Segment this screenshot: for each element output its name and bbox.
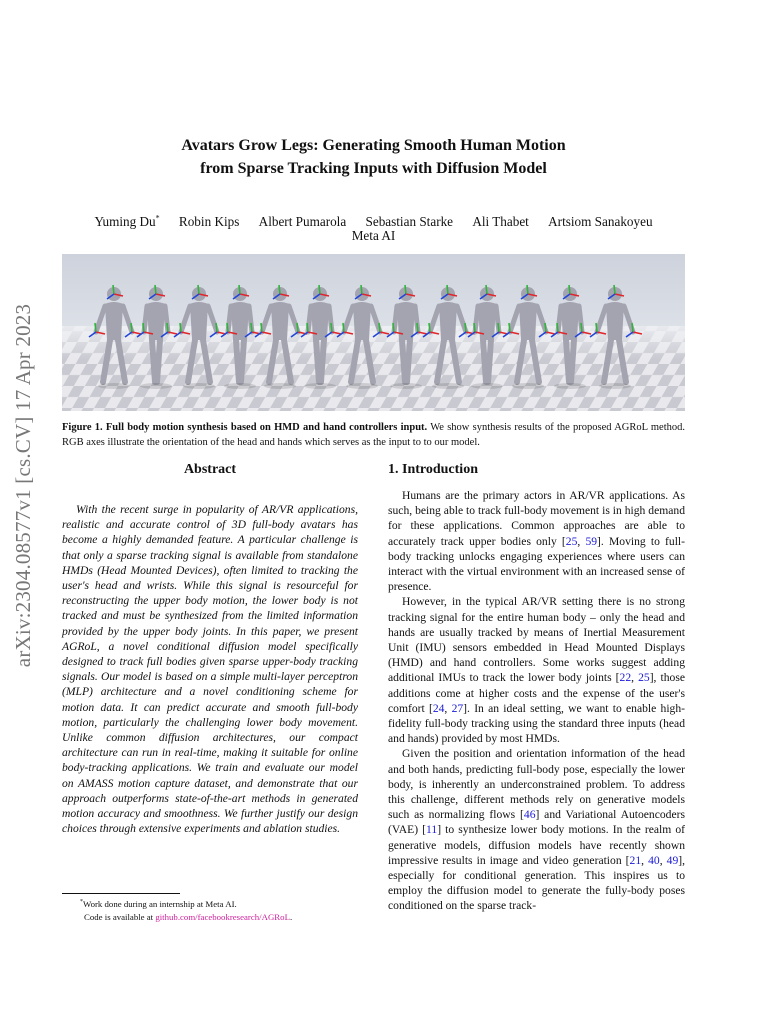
avatar-left-arm [558,306,561,332]
footnote-line-1: *Work done during an internship at Meta AI. [80,898,237,909]
citation-link[interactable]: 27 [451,701,464,715]
axis-y-mark [180,323,181,332]
citation-link[interactable]: 25 [638,671,650,685]
axis-y-mark [143,323,144,332]
author: Yuming Du* [94,214,160,230]
avatar-left-arm [394,306,397,332]
footnote-mark: * [80,899,83,905]
figure-caption [62,420,685,450]
avatar-shadow [98,383,130,389]
axis-y-mark [131,323,132,332]
intro-paragraph-3: Given the position and orientation information of the head and both hands, predicting full-body pose, especially the lower body, is inherently an underconstrained problem. To address this challenge, different methods rely on generative models such as normalizing flows [46] and Variational Autoencoders (VAE) [11] to synthesize lower body motions. In the realm of generative models, diffusion models have recently shown impressive results in image and video generation [21, 40, 49], especially for conditional generation. This inspires us to employ the diffusion model to generate the fully-body poses conditioned on the sparse track- [388,747,686,913]
axis-y-mark [331,323,332,332]
avatar-torso [478,302,496,340]
paper-title [62,134,685,180]
footnote-line-2: Code is available at github.com/facebookresearch/AGRoL. [84,911,293,922]
citation-link[interactable]: 21 [629,853,642,867]
axis-y-mark [155,285,156,294]
title-line-2: from Sparse Tracking Inputs with Diffusion Model [200,160,547,177]
axis-y-mark [465,323,466,332]
abstract-text: With the recent surge in popularity of AR/VR applications, realistic and accurate control of 3D full-body avatars has become a highly demanded feature. A particular challenge is that only a sparse tracking signal is available from standalone HMDs (Head Mounted Devices), often limited to tracking the user's head and wrists. While this signal is resourceful for reconstructing the upper body motion, the lower body is not tracked and must be synthesized from the limited information provided by the upper body joints. In this paper, we present AGRoL, a novel conditional diffusion model specifically designed to track full bodies given sparse upper-body tracking signals. Our model is based on a simple multi-layer perceptron (MLP) architecture and a novel conditioning scheme for motion data. It can predict accurate and smooth full-body motion, particularly the challenging lower body movement. Unlike common diffusion architectures, our compact architecture can run in real-time, making it suitable for online body-tracking applications. We train and evaluate our model on AMASS motion capture dataset, and demonstrate that our approach outperforms state-of-the-art methods in generated motion accuracy and smoothness. We further justify our design choices through extensive experiments and ablation studies. [62,503,358,836]
avatar-left-arm [144,306,147,332]
motion-sequence-image [62,254,685,411]
axis-y-mark [486,285,487,294]
avatar-torso [397,302,415,340]
avatar-shadow [471,383,503,389]
axis-y-mark [216,323,217,332]
citation-link[interactable]: 25 [565,534,578,548]
author: Ali Thabet [472,214,529,230]
avatar-shadow [432,383,464,389]
avatar-right-leg [488,340,491,382]
avatar-torso [231,302,249,340]
axis-y-mark [198,285,199,294]
avatar-shadow [512,383,544,389]
avatar-right-leg [157,340,160,382]
axis-y-mark [319,285,320,294]
author: Artsiom Sanakoyeu [548,214,653,230]
citation-link[interactable]: 11 [426,823,438,837]
axis-y-mark [557,323,558,332]
avatar-torso [606,302,624,340]
avatar-left-arm [475,306,478,332]
avatar-torso [561,302,579,340]
axis-y-mark [113,285,114,294]
avatar-torso [147,302,165,340]
code-link[interactable]: github.com/facebookresearch/AGRoL [155,911,290,922]
avatar-right-leg [241,340,244,382]
author: Robin Kips [178,214,240,230]
avatar-shadow [390,383,422,389]
avatar-right-leg [321,340,324,382]
footnote [62,896,358,924]
axis-y-mark [405,285,406,294]
intro-paragraph-2: However, in the typical AR/VR setting there is no strong tracking signal for the entire human body – only the head and hands are usually tracked by means of Inertial Measurement Unit (IMU) sensors embedded in Head Mounted Displays (HMD) and hand controllers. Some works suggest adding additional IMUs to track the lower body joints [22, 25], those additions come at higher costs and the expense of the user's comfort [24, 27]. In an ideal setting, we want to enable high-fidelity full-body tracking using the standard three inputs (head and hands) provided by most HMDs. [388,595,685,746]
author: Sebastian Starke [365,214,454,230]
avatar-torso [190,302,208,340]
axis-y-mark [596,323,597,332]
avatar-left-arm [308,306,311,332]
avatar-shadow [224,383,256,389]
axis-y-mark [581,323,582,332]
axis-y-mark [227,323,228,332]
avatar-torso [519,302,537,340]
avatar-shadow [140,383,172,389]
citation-link[interactable]: 46 [523,808,536,822]
axis-y-mark [361,285,362,294]
avatar-right-leg [407,340,410,382]
axis-y-mark [545,323,546,332]
affiliation: Meta AI [351,228,396,243]
axis-y-mark [251,323,252,332]
teaser-figure [62,254,685,411]
avatar-torso [271,302,289,340]
avatar-shadow [599,383,631,389]
intro-paragraph-1: Humans are the primary actors in AR/VR applications. As such, being able to track full-body movement is in high demand for these applications. Common approaches are able to accurately track upper bodies only [25, 59]. Moving to full-body tracking unlocks engaging experiences where users can interact with the virtual environment with an increased sense of presence. [388,489,686,594]
axis-y-mark [307,323,308,332]
axis-y-mark [95,323,96,332]
author: Albert Pumarola [258,214,347,230]
citation-link[interactable]: 49 [666,853,679,867]
axis-y-mark [569,285,570,294]
axis-y-mark [393,323,394,332]
introduction-body [388,488,685,914]
citation-link[interactable]: 59 [585,534,598,548]
axis-y-mark [239,285,240,294]
abstract-heading: Abstract [183,462,237,477]
avatar-torso [105,302,123,340]
avatar-shadow [346,383,378,389]
axis-y-mark [261,323,262,332]
author-mark: * [155,214,160,223]
axis-y-mark [379,323,380,332]
citation-link[interactable]: 24 [432,701,445,715]
avatar-torso [353,302,371,340]
arxiv-stamp: arXiv:2304.08577v1 [cs.CV] 17 Apr 2023 [11,303,36,667]
avatar-shadow [264,383,296,389]
axis-y-mark [498,323,499,332]
axis-y-mark [429,323,430,332]
axis-y-mark [279,285,280,294]
axis-y-mark [509,323,510,332]
avatar-shadow [554,383,586,389]
avatar-torso [439,302,457,340]
axis-y-mark [447,285,448,294]
axis-y-mark [527,285,528,294]
footnote-rule [62,893,180,894]
axis-y-mark [474,323,475,332]
axis-y-mark [417,323,418,332]
axis-y-mark [297,323,298,332]
axis-y-mark [614,285,615,294]
axis-y-mark [632,323,633,332]
caption-label: Figure 1. Full body motion synthesis based on HMD and hand controllers input. [62,422,428,433]
avatar-left-arm [228,306,231,332]
avatar-shadow [304,383,336,389]
avatar-torso [311,302,329,340]
avatar-right-leg [571,340,574,382]
citation-link[interactable]: 40 [648,853,660,867]
citation-link[interactable]: 22 [619,671,632,685]
avatar-shadow [183,383,215,389]
axis-y-mark [167,323,168,332]
caption-text: We show synthesis results of the proposed AGRoL method. RGB axes illustrate the orientation of the head and hands which serves as the input to to our model. [62,422,685,448]
title-line-1: Avatars Grow Legs: Generating Smooth Human Motion [181,137,566,154]
introduction-heading: 1. Introduction [388,462,478,477]
axis-y-mark [343,323,344,332]
